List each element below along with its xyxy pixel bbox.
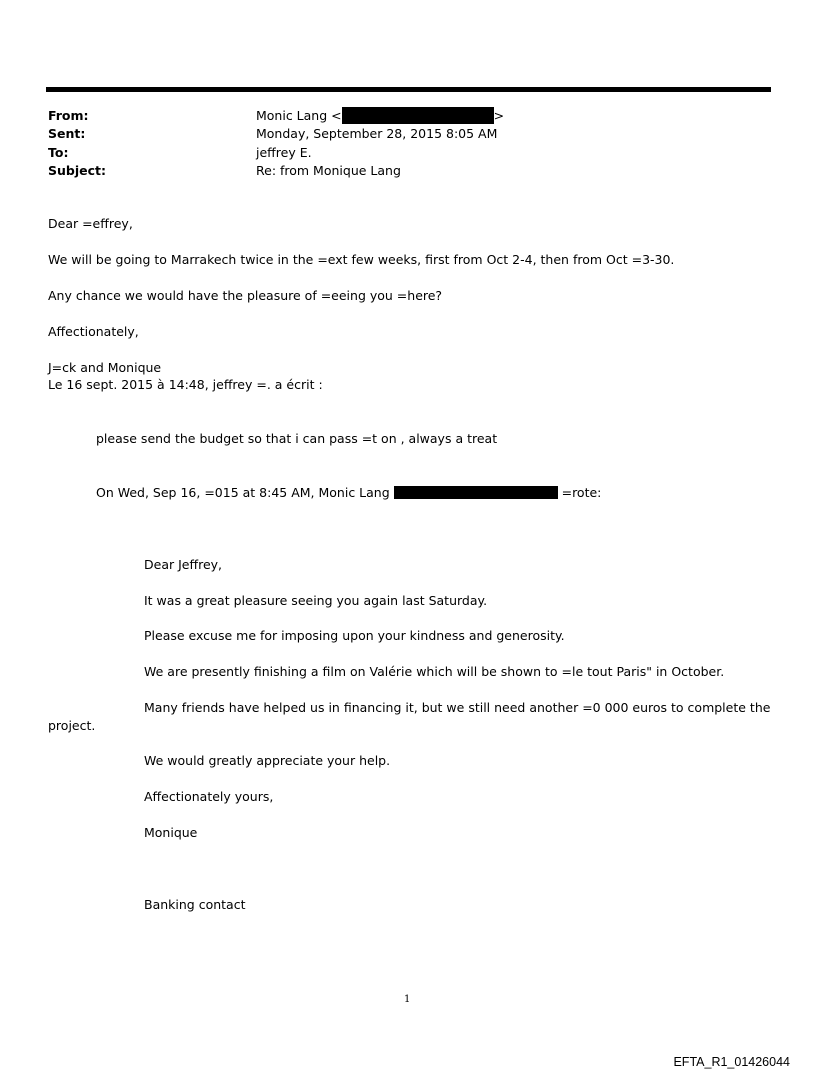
to-value: jeffrey E. — [256, 145, 312, 160]
redaction-box — [394, 486, 558, 499]
quote-intro: Le 16 sept. 2015 à 14:48, jeffrey =. a écrit : — [48, 377, 323, 392]
subject-value: Re: from Monique Lang — [256, 163, 401, 178]
body-paragraph: Please excuse me for imposing upon your kindness and generosity. — [144, 628, 565, 643]
from-close: > — [493, 108, 505, 123]
attribution-prefix: On Wed, Sep 16, =015 at 8:45 AM, Monic Lang — [96, 485, 394, 500]
signature-name: Monique — [144, 825, 198, 840]
reply-attribution — [96, 484, 601, 502]
closing: Affectionately yours, — [144, 789, 274, 804]
redaction-box — [342, 107, 494, 124]
document-id: EFTA_R1_01426044 — [673, 1055, 790, 1069]
greeting: Dear =effrey, — [48, 216, 133, 231]
body-paragraph-continued: project. — [48, 718, 96, 733]
to-label: To: — [48, 145, 69, 160]
greeting: Dear Jeffrey, — [144, 557, 223, 572]
sent-value: Monday, September 28, 2015 8:05 AM — [256, 126, 498, 141]
banking-contact: Banking contact — [144, 897, 246, 912]
closing: Affectionately, — [48, 324, 139, 339]
from-value — [256, 107, 504, 125]
body-paragraph: Any chance we would have the pleasure of =eeing you =here? — [48, 288, 443, 303]
attribution-suffix: =rote: — [557, 485, 602, 500]
from-label: From: — [48, 108, 89, 123]
body-paragraph: We are presently finishing a film on Valérie which will be shown to =le tout Paris" in October. — [144, 664, 725, 679]
body-paragraph: We will be going to Marrakech twice in the =ext few weeks, first from Oct 2-4, then from Oct =3-30. — [48, 252, 675, 267]
header-rule — [46, 87, 771, 92]
sent-label: Sent: — [48, 126, 86, 141]
body-paragraph: It was a great pleasure seeing you again last Saturday. — [144, 593, 488, 608]
signoff: J=ck and Monique — [48, 360, 162, 375]
page-number: 1 — [404, 994, 411, 1005]
body-paragraph: We would greatly appreciate your help. — [144, 753, 391, 768]
subject-label: Subject: — [48, 163, 106, 178]
body-paragraph: Many friends have helped us in financing it, but we still need another =0 000 euros to complete the — [144, 700, 771, 715]
from-name: Monic Lang < — [256, 108, 342, 123]
reply-text: please send the budget so that i can pass =t on , always a treat — [96, 431, 498, 446]
